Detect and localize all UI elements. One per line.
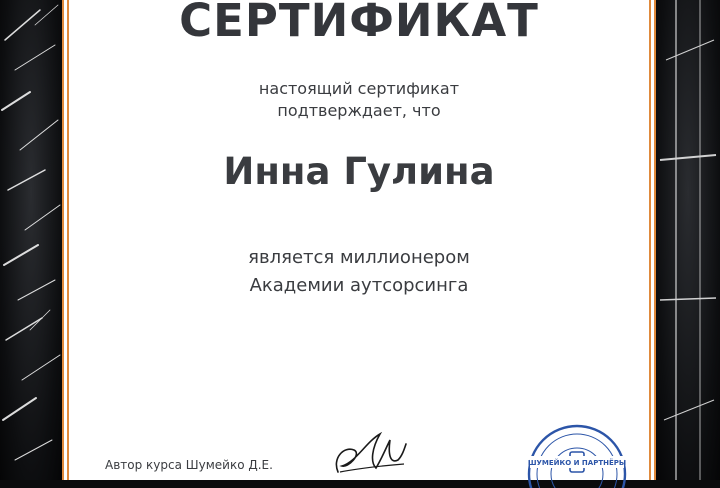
right-decorative-border: [656, 0, 720, 480]
certificate-paper: [62, 0, 656, 480]
seal-text: ШУМЕЙКО И ПАРТНЁРЫ: [527, 459, 627, 467]
left-accent-line-inner: [67, 0, 69, 480]
light-streaks-right: [656, 0, 720, 480]
course-author: Автор курса Шумейко Д.Е.: [105, 458, 273, 472]
subtitle-line-2: подтверждает, что: [277, 101, 441, 120]
statement-line-2: Академии аутсорсинга: [249, 275, 469, 296]
certificate-title: СЕРТИФИКАТ: [179, 0, 539, 47]
left-accent-line: [62, 0, 64, 480]
right-accent-line-inner: [649, 0, 651, 480]
left-decorative-border: [0, 0, 62, 480]
certificate-subtitle: [62, 78, 656, 122]
light-streaks-left: [0, 0, 62, 480]
certificate-statement: [62, 244, 656, 300]
author-signature: [330, 428, 420, 480]
right-accent-line: [654, 0, 656, 480]
subtitle-line-1: настоящий сертификат: [258, 79, 460, 98]
company-seal: [522, 418, 632, 488]
recipient-name: Инна Гулина: [223, 150, 495, 193]
statement-line-1: является миллионером: [248, 247, 470, 268]
